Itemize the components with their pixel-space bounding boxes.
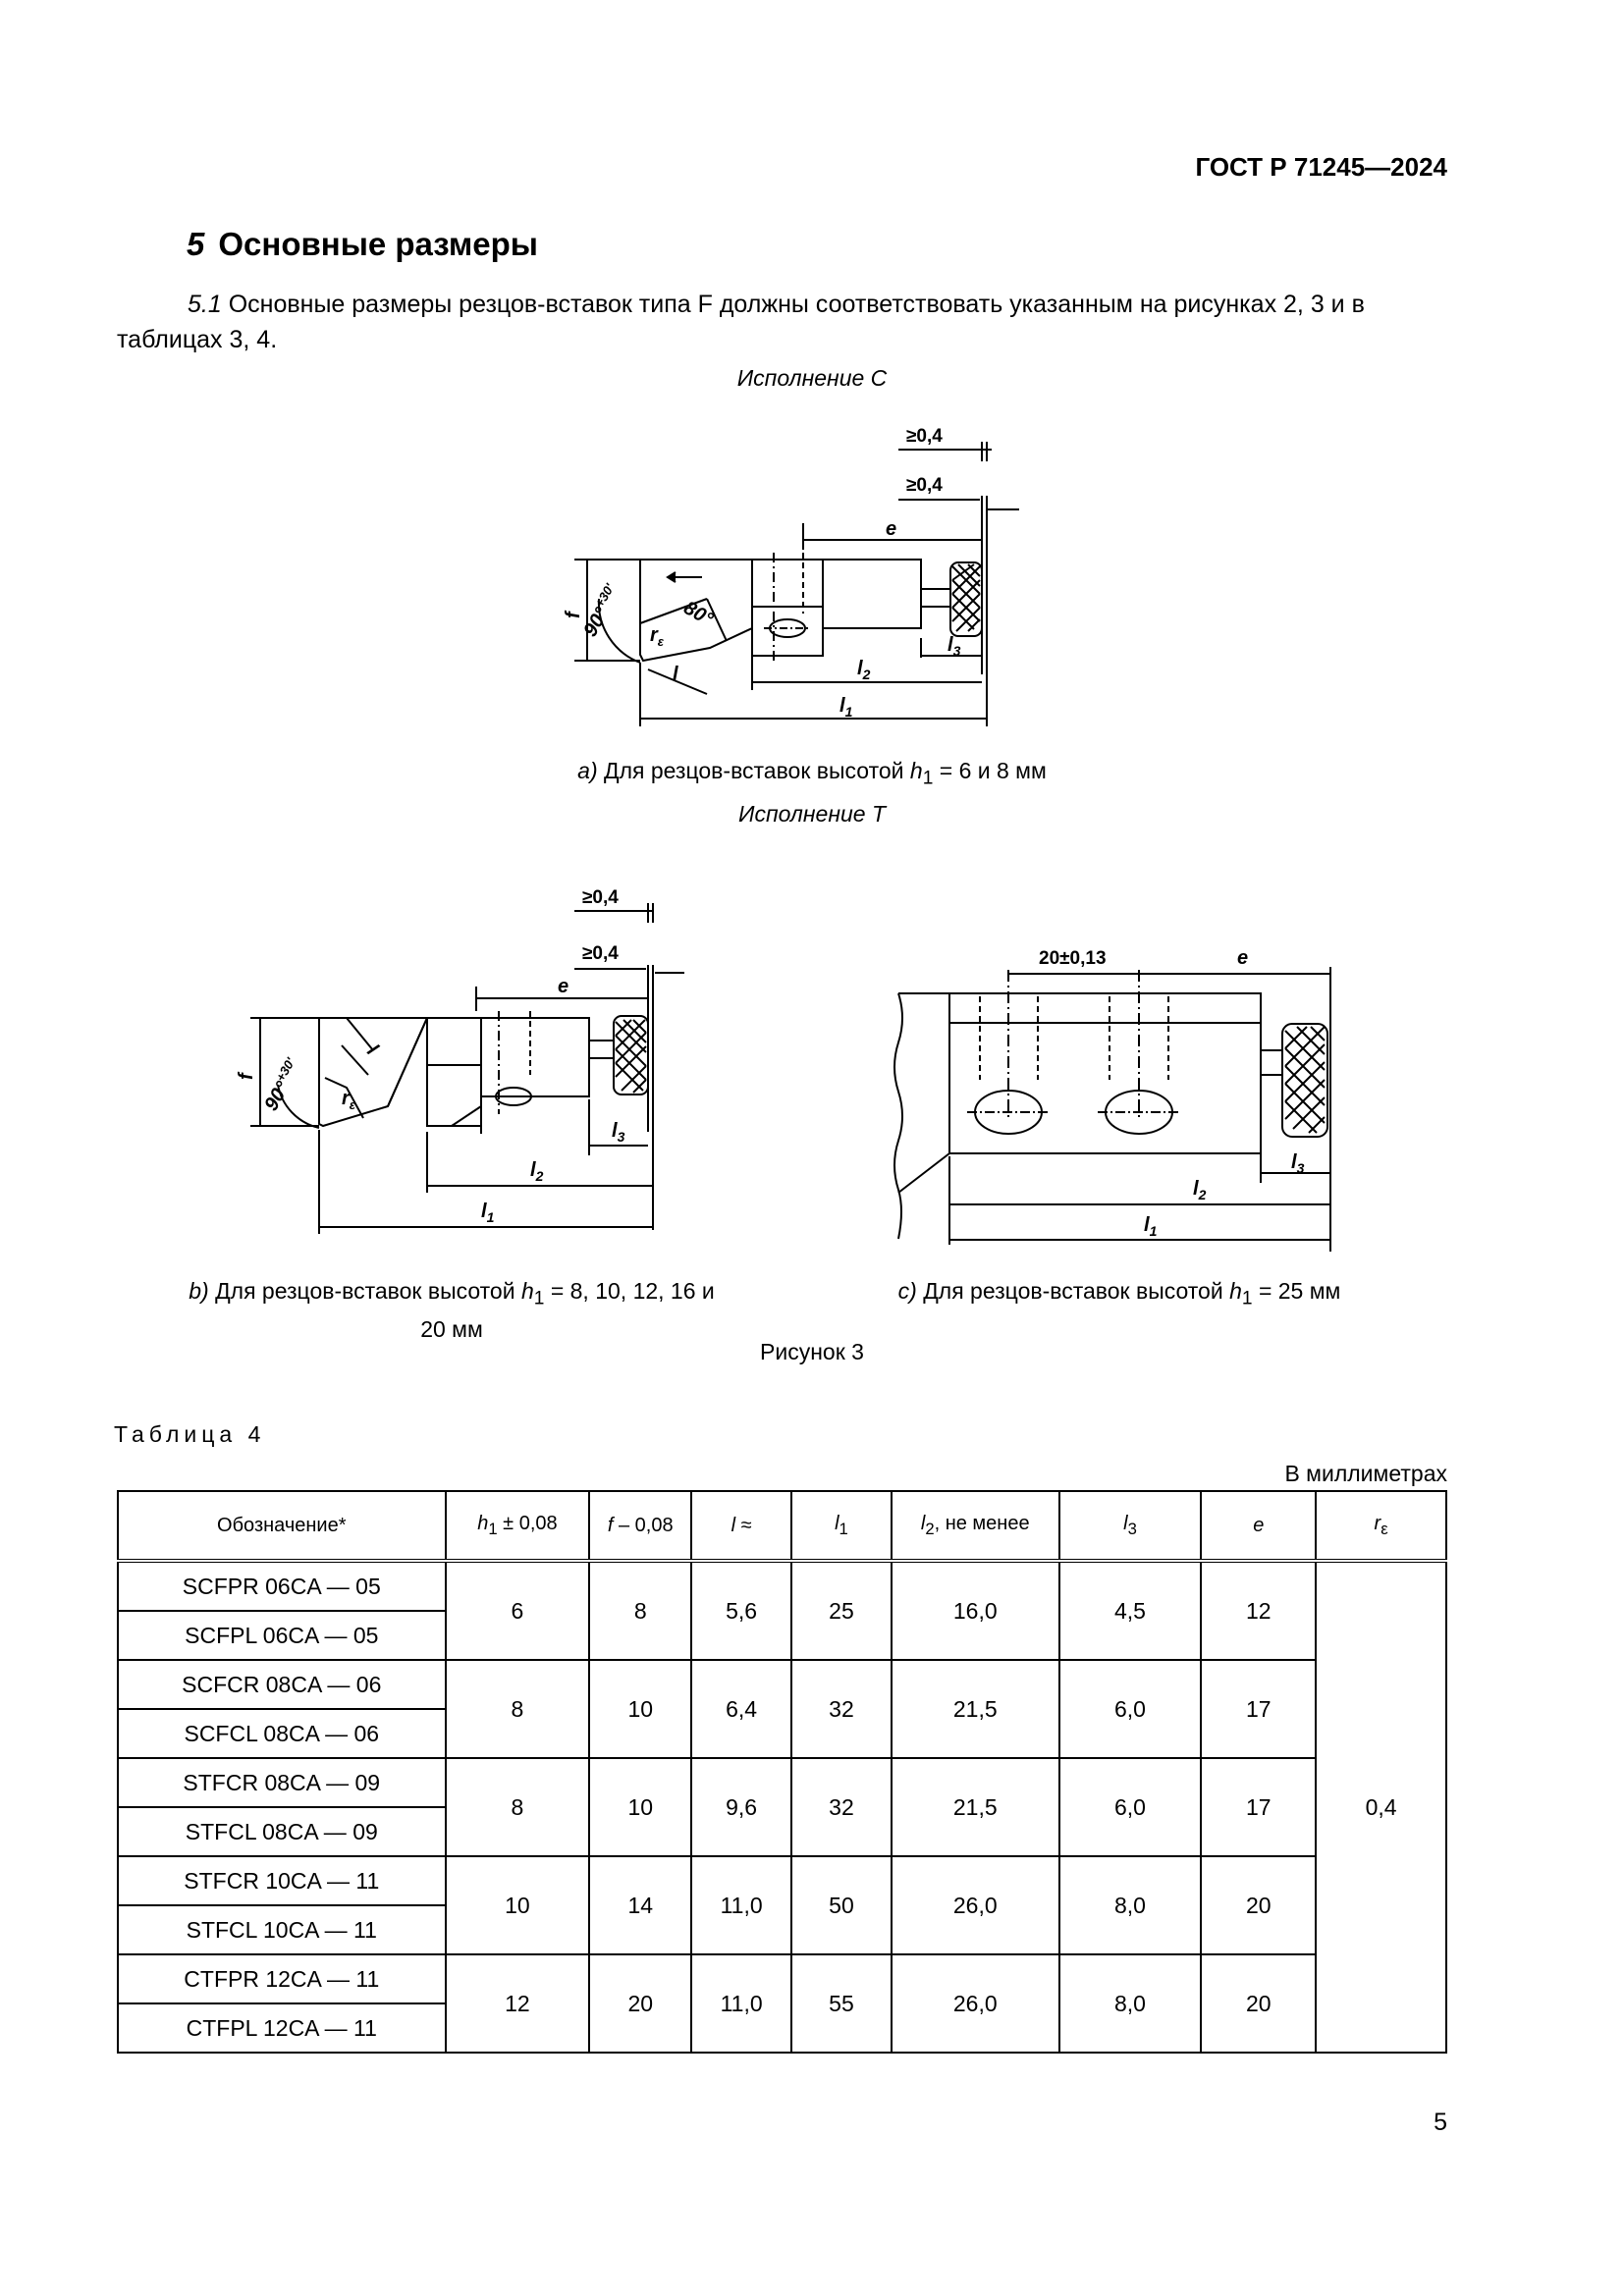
l3-cell: 8,0 bbox=[1059, 1954, 1202, 2053]
h1-cell: 8 bbox=[446, 1660, 590, 1758]
caption-b: b) Для резцов-вставок высотой $h_1 = 8$, 10, 12, 16 и 20 мм bbox=[189, 1278, 715, 1342]
standard-number: ГОСТ Р 71245—2024 bbox=[1195, 152, 1447, 182]
figure-b-drawing bbox=[201, 879, 712, 1242]
r-label: $r_\varepsilon$ bbox=[650, 624, 665, 649]
clearance-label-3: ≥0,4 bbox=[582, 887, 619, 908]
l2-cell: 26,0 bbox=[892, 1856, 1059, 1954]
l3-label-c: $l_3$ bbox=[1291, 1151, 1305, 1176]
angle-label: 90°$^{+30'}$ bbox=[579, 581, 618, 641]
f-cell: 14 bbox=[589, 1856, 691, 1954]
l2-cell: 21,5 bbox=[892, 1660, 1059, 1758]
l1-label-b: $l_1$ bbox=[481, 1201, 495, 1225]
designation-cell: SCFPR 06CA — 05 bbox=[118, 1561, 446, 1611]
header-h1: $h_1 \pm 0,08$ bbox=[446, 1491, 590, 1561]
table-row bbox=[118, 1758, 1446, 1807]
table-4 bbox=[117, 1490, 1447, 2054]
header-r: $r_\varepsilon$ bbox=[1316, 1491, 1446, 1561]
l1-cell: 32 bbox=[791, 1660, 892, 1758]
l-label: l bbox=[673, 664, 678, 685]
section-heading bbox=[187, 226, 538, 263]
l2-cell: 21,5 bbox=[892, 1758, 1059, 1856]
angle-label-b: 90°$^{+30'}$ bbox=[260, 1055, 298, 1115]
r-cell: 0,4 bbox=[1316, 1561, 1446, 2053]
l1-label: $l_1$ bbox=[839, 695, 853, 720]
table-row bbox=[118, 1561, 1446, 1611]
designation-cell: SCFCL 08CA — 06 bbox=[118, 1709, 446, 1758]
f-cell: 10 bbox=[589, 1758, 691, 1856]
header-l: l ≈ bbox=[691, 1491, 791, 1561]
h1-cell: 8 bbox=[446, 1758, 590, 1856]
l1-cell: 32 bbox=[791, 1758, 892, 1856]
page-number: 5 bbox=[1434, 2109, 1447, 2136]
h1-cell: 6 bbox=[446, 1561, 590, 1660]
l3-label-b: $l_3$ bbox=[612, 1120, 625, 1145]
header-l1: $l_1$ bbox=[791, 1491, 892, 1561]
angle80-label: 80° bbox=[679, 597, 717, 631]
l3-cell: 6,0 bbox=[1059, 1660, 1202, 1758]
l1-label-c: $l_1$ bbox=[1144, 1214, 1158, 1239]
clearance-label-1: ≥0,4 bbox=[906, 426, 943, 447]
clearance-label-2: ≥0,4 bbox=[906, 475, 943, 496]
e-label-b: e bbox=[558, 976, 569, 997]
h1-cell: 10 bbox=[446, 1856, 590, 1954]
l2-label-c: $l_2$ bbox=[1193, 1178, 1207, 1202]
l2-cell: 16,0 bbox=[892, 1561, 1059, 1660]
paragraph-5-1 bbox=[117, 287, 1448, 357]
e-cell: 12 bbox=[1201, 1561, 1316, 1660]
pitch-label: 20±0,13 bbox=[1039, 948, 1107, 969]
section-number: 5 bbox=[187, 226, 205, 262]
f-label: f bbox=[563, 612, 584, 618]
table-header-row bbox=[118, 1491, 1446, 1561]
f-cell: 8 bbox=[589, 1561, 691, 1660]
l1-cell: 50 bbox=[791, 1856, 892, 1954]
l3-cell: 8,0 bbox=[1059, 1856, 1202, 1954]
designation-cell: CTFPL 12CA — 11 bbox=[118, 2003, 446, 2053]
l-cell: 5,6 bbox=[691, 1561, 791, 1660]
e-cell: 20 bbox=[1201, 1954, 1316, 2053]
l3-label: $l_3$ bbox=[947, 634, 961, 659]
l2-cell: 26,0 bbox=[892, 1954, 1059, 2053]
table-row bbox=[118, 1954, 1446, 2003]
figure-title: Рисунок 3 bbox=[760, 1339, 864, 1364]
e-label: e bbox=[886, 518, 897, 540]
e-label-c: e bbox=[1237, 947, 1249, 969]
header-l2: $l_2$, не менее bbox=[892, 1491, 1059, 1561]
l-cell: 11,0 bbox=[691, 1856, 791, 1954]
designation-cell: STFCR 10CA — 11 bbox=[118, 1856, 446, 1905]
l1-cell: 55 bbox=[791, 1954, 892, 2053]
f-cell: 10 bbox=[589, 1660, 691, 1758]
l-cell: 9,6 bbox=[691, 1758, 791, 1856]
paragraph-number: 5.1 bbox=[188, 291, 222, 318]
r-label-b: $r_\varepsilon$ bbox=[342, 1088, 356, 1112]
header-designation: Обозначение* bbox=[118, 1491, 446, 1561]
figure-c-drawing bbox=[889, 933, 1350, 1252]
header-f: f – 0,08 bbox=[589, 1491, 691, 1561]
designation-cell: STFCL 08CA — 09 bbox=[118, 1807, 446, 1856]
designation-cell: SCFPL 06CA — 05 bbox=[118, 1611, 446, 1660]
f-cell: 20 bbox=[589, 1954, 691, 2053]
e-cell: 17 bbox=[1201, 1758, 1316, 1856]
designation-cell: STFCR 08CA — 09 bbox=[118, 1758, 446, 1807]
caption-c: c) Для резцов-вставок высотой $h_1 = 25$ мм bbox=[897, 1278, 1341, 1309]
h1-cell: 12 bbox=[446, 1954, 590, 2053]
table-units: В миллиметрах bbox=[1284, 1461, 1447, 1486]
figure-a-drawing bbox=[530, 417, 1041, 731]
execution-c-label: Исполнение С bbox=[736, 365, 888, 391]
paragraph-text: Основные размеры резцов-вставок типа F должны соответствовать указанным на рисунках 2, 3 и в таблицах 3, 4. bbox=[117, 291, 1365, 353]
caption-a: a) Для резцов-вставок высотой $h_1 = 6$ и 8 мм bbox=[577, 758, 1047, 789]
designation-cell: CTFPR 12CA — 11 bbox=[118, 1954, 446, 2003]
designation-cell: SCFCR 08CA — 06 bbox=[118, 1660, 446, 1709]
f-label-b: f bbox=[236, 1073, 257, 1080]
table-row bbox=[118, 1660, 1446, 1709]
l-label-b: l bbox=[362, 1040, 382, 1060]
l2-label-b: $l_2$ bbox=[530, 1159, 544, 1184]
section-title: Основные размеры bbox=[218, 226, 538, 262]
l2-label: $l_2$ bbox=[857, 658, 871, 682]
header-e: e bbox=[1201, 1491, 1316, 1561]
clearance-label-4: ≥0,4 bbox=[582, 943, 619, 964]
l3-cell: 4,5 bbox=[1059, 1561, 1202, 1660]
execution-t-label: Исполнение Т bbox=[738, 801, 886, 827]
l-cell: 11,0 bbox=[691, 1954, 791, 2053]
e-cell: 20 bbox=[1201, 1856, 1316, 1954]
designation-cell: STFCL 10CA — 11 bbox=[118, 1905, 446, 1954]
table-row bbox=[118, 1856, 1446, 1905]
l1-cell: 25 bbox=[791, 1561, 892, 1660]
e-cell: 17 bbox=[1201, 1660, 1316, 1758]
l-cell: 6,4 bbox=[691, 1660, 791, 1758]
table-name: Таблица 4 bbox=[114, 1421, 266, 1447]
l3-cell: 6,0 bbox=[1059, 1758, 1202, 1856]
header-l3: $l_3$ bbox=[1059, 1491, 1202, 1561]
